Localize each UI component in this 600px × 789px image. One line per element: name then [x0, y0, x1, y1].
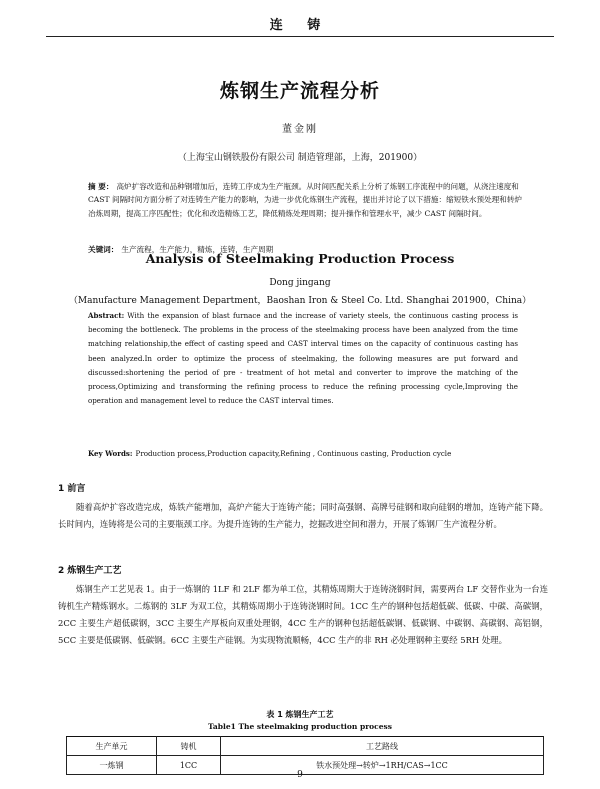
section-heading-2: 2 炼钢生产工艺: [58, 566, 122, 576]
section-body-2: 炼钢生产工艺见表 1。由于一炼钢的 1LF 和 2LF 都为单工位，其精炼周期大于连铸浇钢时间，需要两台 LF 交替作业为一台连铸机生产精炼钢水。二炼钢的 3LF 为双工位，其精炼周期小于连铸浇钢时间。1CC 生产的钢种包括超低碳、低碳、中碳、高碳钢，2CC 主要生产超低碳钢，3CC 主要生产厚板向双重处理钢，4CC 生产的钢种包括超低碳钢、低碳钢、中碳钢、高碳钢、高铝钢，5CC 主要是低碳钢、低碳钢。6CC 主要生产硅钢。为实现物流顺畅，4CC 生产的非 RH 必处理钢种主要经 5RH 处理。: [58, 584, 548, 645]
keywords-en-text: Production process,Production capacity,Refining , Continuous casting, Production cycle: [135, 449, 452, 458]
abstract-cn: [88, 180, 524, 220]
abstract-en: [88, 309, 518, 408]
table-header-cell: 铸机: [157, 737, 221, 756]
page-number: 9: [297, 770, 303, 780]
keywords-en: [88, 447, 518, 461]
table-cell: 铁水预处理→转炉→1RH/CAS→1CC: [221, 756, 544, 775]
affiliation-cn: （上海宝山钢铁股份有限公司 制造管理部，上海，201900）: [177, 153, 423, 163]
table-header-cell: 生产单元: [67, 737, 157, 756]
section-heading-1: 1 前言: [58, 484, 86, 494]
section-body-1: 随着高炉扩容改造完成，炼铁产能增加，高炉产能大于连铸产能；同时高强钢、高牌号硅钢和取向硅钢的增加，连铸产能下降。长时间内，连铸将是公司的主要瓶颈工序。为提升连铸的生产能力，挖掘改进空间和潜力，开展了炼钢厂生产流程分析。: [58, 502, 548, 529]
abstract-en-label: Abstract:: [88, 311, 125, 320]
article-title-cn: 炼钢生产流程分析: [219, 80, 380, 102]
table-header-cell: 工艺路线: [221, 737, 544, 756]
table-header-row: [67, 737, 544, 756]
article-title-en: Analysis of Steelmaking Production Process: [145, 251, 455, 266]
abstract-cn-label: 摘 要：: [88, 182, 114, 191]
table-cell: 一炼钢: [67, 756, 157, 775]
keywords-en-label: Key Words:: [88, 449, 133, 458]
table-caption-cn: 表 1 炼钢生产工艺: [266, 710, 334, 719]
table-caption-en: Table1 The steelmaking production process: [208, 722, 392, 731]
author-cn: 董金刚: [282, 124, 318, 135]
header-rule: [46, 36, 554, 37]
affiliation-en: （Manufacture Management Department，Baoshan Iron & Steel Co. Ltd. Shanghai 201900，China）: [68, 296, 532, 306]
journal-header: 连 铸: [269, 18, 331, 33]
table-cell: 1CC: [157, 756, 221, 775]
author-en: Dong jingang: [269, 278, 331, 288]
abstract-cn-text: 高炉扩容改造和品种钢增加后，连铸工序成为生产瓶颈。从时间匹配关系上分析了炼钢工序流程中的问题，从浇注速度和 CAST 间隔时间方面分析了对连铸生产能力的影响，为进一步优化炼钢生产流程，提出并讨论了以下措施：缩短铁水预处理和转炉冶炼周期，提高工序匹配性；优化和改造精炼工艺，降低精炼处理周期；提升操作和管理水平，减少 CAST 间隔时间。: [88, 182, 523, 218]
keywords-cn-label: 关键词：: [88, 245, 119, 254]
abstract-en-text: With the expansion of blast furnace and the increase of variety steels, the continuous casting process is becoming the bottleneck. The problems in the process of the steelmaking process have been analyzed from the time matching relationship,the effect of casting speed and CAST interval times on the capacity of continuous casting has been analyzed.In order to optimize the process of steelmaking, the following measures are put forward and discussed:shortening the period of pre - treatment of hot metal and converter to improve the matching of the process,Optimizing and transforming the refining process to reduce the refining processing cycle,Improving the operation and management level to reduce the CAST interval times.: [88, 311, 518, 406]
keywords-cn-text: 生产流程，生产能力，精炼，连铸，生产周期: [121, 245, 274, 254]
